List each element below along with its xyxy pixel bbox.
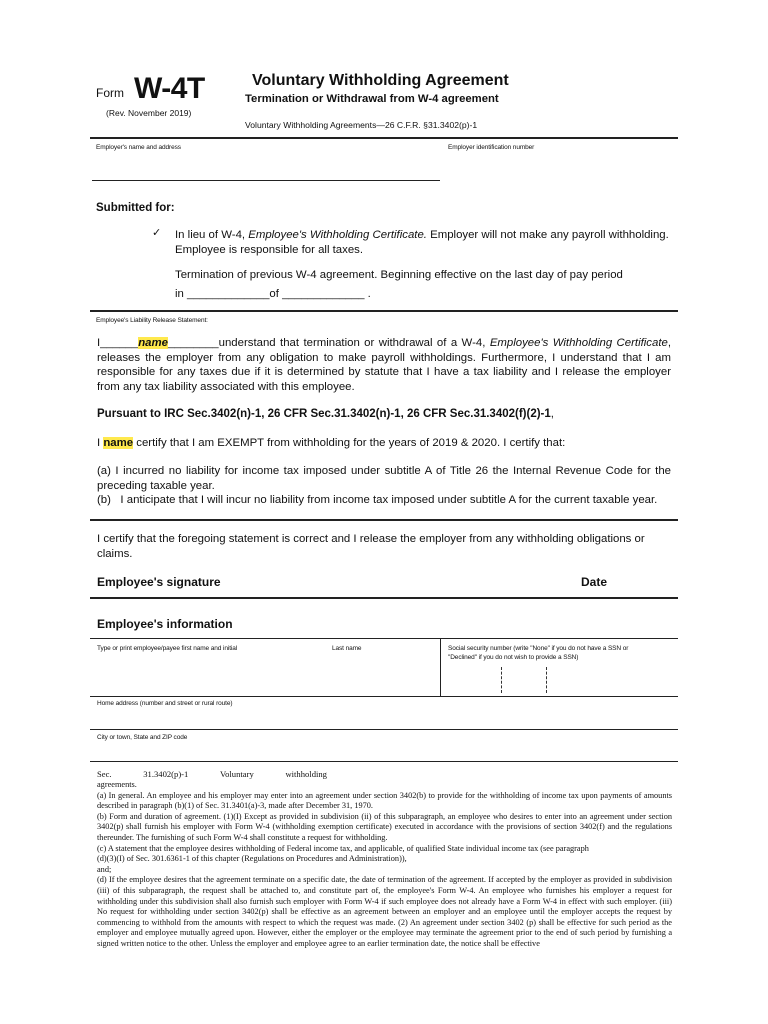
date-label: Date — [581, 575, 608, 589]
option1-line2: Employee is responsible for all taxes. — [175, 243, 364, 256]
liability-label: Employee's Liability Release Statement: — [96, 317, 208, 324]
section-heading-part-2: 31.3402(p)-1 — [143, 769, 189, 779]
pay-year-blank[interactable]: _____________ — [282, 288, 365, 300]
submitted-for-heading: Submitted for: — [96, 202, 175, 214]
option-in-lieu-of-w4 — [175, 228, 685, 257]
regulation-reference: Voluntary Withholding Agreements—26 C.F.R. §31.3402(p)-1 — [245, 120, 478, 130]
info-table-bottom — [90, 761, 678, 762]
home-address-label: Home address (number and street or rural route) — [97, 700, 233, 707]
employee-name-highlight[interactable]: name — [138, 337, 168, 349]
first-name-label: Type or print employee/payee first name and initial — [97, 645, 238, 652]
liability-italic: Employee's Withholding Certificate — [489, 337, 668, 349]
liability-text-a-end: , — [667, 337, 671, 349]
form-number: W-4T — [134, 72, 205, 105]
section-heading-part-4: withholding — [285, 769, 327, 779]
ssn-label — [448, 645, 678, 662]
header-divider — [90, 137, 678, 139]
form-label: Form — [96, 86, 124, 100]
employer-name-field[interactable] — [92, 160, 440, 178]
option2-end: . — [364, 288, 371, 300]
option2-line1: Termination of previous W-4 agreement. Beginning effective on the last day of pay period — [175, 269, 623, 281]
section-paragraph-b: (b) Form and duration of agreement. (1)(I) Except as provided in subdivision (ii) of this subparagraph, an employee who desires to enter into an agreement under section 3402(p) shall furnish his employer with Form W-4 (withholding exemption certificate) executed in accordance with the provisions of section 3402(f) and the regulations thereunder. The furnishing of such Form W-4 shall constitute a request for withholding. — [97, 811, 672, 842]
item-b-label: (b) — [97, 494, 111, 506]
signature-divider — [90, 597, 678, 599]
exempt-item-a: (a) I incurred no liability for income tax imposed under subtitle A of Title 26 the Internal Revenue Code for the preceding taxable year. — [97, 465, 671, 492]
pursuant-statement — [97, 408, 554, 420]
section-paragraph-and: and; — [97, 864, 112, 874]
info-row-divider-1 — [90, 696, 678, 697]
ssn-label-line1: Social security number (write "None" if you do not have a SSN or — [448, 645, 629, 652]
ssn-field[interactable] — [448, 668, 674, 688]
option-termination — [175, 268, 685, 283]
form-revision: (Rev. November 2019) — [106, 108, 192, 118]
option1-suffix: Employer will not make any payroll withholding. — [426, 229, 669, 241]
section-heading-part-1: Sec. — [97, 769, 112, 779]
section-heading-part-3: Voluntary — [220, 769, 254, 779]
employer-ein-field[interactable] — [448, 160, 676, 178]
section-heading-line2: agreements. — [97, 780, 137, 789]
option1-prefix: In lieu of W-4, — [175, 229, 249, 241]
exempt-name-highlight[interactable]: name — [103, 437, 134, 449]
info-table-top — [90, 638, 678, 639]
employer-name-underline — [92, 180, 440, 181]
section-body — [97, 780, 672, 950]
section-paragraph-c2: (d)(3)(I) of Sec. 301.6361-1 of this chapter (Regulations on Procedures and Administration)), — [97, 854, 407, 864]
option1-italic: Employee's Withholding Certificate. — [248, 229, 427, 241]
signature-field[interactable] — [240, 574, 560, 590]
info-row-divider-2 — [90, 729, 678, 730]
exempt-text: certify that I am EXEMPT from withholding for the years of 2019 & 2020. I certify that: — [133, 437, 566, 449]
pay-period-blank[interactable]: _____________ — [187, 288, 270, 300]
item-b-text: I anticipate that I will incur no liability from income tax imposed under subtitle A for the current taxable year. — [120, 494, 658, 506]
exempt-i: I — [97, 437, 104, 449]
liability-statement — [97, 336, 671, 394]
exempt-item-b — [97, 493, 677, 508]
employer-ein-label: Employer identification number — [448, 144, 535, 151]
liability-text-a: understand that termination or withdrawal of a W-4, — [218, 337, 490, 349]
employer-name-label: Employer's name and address — [96, 144, 181, 151]
employee-info-heading: Employee's information — [97, 617, 233, 631]
certify-statement: I certify that the foregoing statement is correct and I release the employer from any withholding obligations or claims. — [97, 533, 645, 560]
last-name-label: Last name — [332, 645, 362, 652]
pursuant-text: Pursuant to IRC Sec.3402(n)-1, 26 CFR Sec.31.3402(n)-1, 26 CFR Sec.31.3402(f)(2)-1 — [97, 408, 551, 420]
ssn-cell-left-border — [440, 638, 441, 696]
employee-signature-label: Employee's signature — [97, 575, 221, 589]
home-address-field[interactable] — [97, 710, 672, 728]
option2-in: in — [175, 288, 184, 300]
section-paragraph-d: (d) If the employee desires that the agreement terminate on a specific date, the date of termination of the agreement. If accepted by the employer as provided in subdivision (iii) of this subparagraph, the request shall be attached to, and constitute part of, the employee's Form W-4. An employee who furnishes his employer a request for withholding under this subdivision shall also furnish such employer with Form W-4 if such employee does not already have a Form W-4 in effect with such employer. (iii) No request for withholding under section 3402(p) shall be effective as an agreement between an employer and an employee until the employer accepts the request by commencing to withhold from the amounts with respect to which the request was made. (2) An agreement under section 3402 (p) shall be effective for such period as the employer and employee mutually agreed upon. However, either the employer or the employee may terminate the agreement prior to the end of such period by furnishing a signed written notice to the other. Unless the employer and employee agree to an earlier termination date, the notice shall be effective — [97, 875, 672, 948]
form-title: Voluntary Withholding Agreement — [252, 72, 509, 89]
city-state-zip-field[interactable] — [97, 744, 672, 760]
exempt-statement — [97, 436, 671, 451]
ssn-separator-2 — [546, 667, 547, 693]
liability-blank-after: ________ — [167, 337, 219, 349]
last-name-field[interactable] — [332, 668, 432, 688]
section-paragraph-a: (a) In general. An employee and his employer may enter into an agreement under section 3402(b) to provide for the withholding of income tax upon payments of amounts described in paragraph (b)(1) of Sec. 31.3401(a)-3, made after December 31, 1970. — [97, 790, 672, 811]
check-mark-icon[interactable]: ✓ — [152, 227, 162, 239]
liability-i: I — [97, 337, 101, 349]
liability-divider — [90, 519, 678, 521]
form-subtitle: Termination or Withdrawal from W-4 agreement — [245, 93, 499, 105]
submitted-divider — [90, 310, 678, 312]
section-heading — [97, 769, 327, 779]
ssn-label-line2: "Declined" if you do not wish to provide a SSN) — [448, 653, 579, 661]
city-state-zip-label: City or town, State and ZIP code — [97, 734, 188, 741]
first-name-field[interactable] — [97, 668, 322, 688]
section-paragraph-c: (c) A statement that the employee desires withholding of Federal income tax, and applicable, of qualified State individual income tax (see paragraph — [97, 843, 589, 853]
ssn-separator-1 — [501, 667, 502, 693]
option2-of: of — [269, 288, 279, 300]
liability-blank-before: ______ — [100, 337, 139, 349]
option-termination-period — [175, 287, 371, 302]
liability-text-b: releases the employer from any obligation to make payroll withholdings. Furthermore, I understand that I am responsible for any taxes due if it is determined by statute that I have a tax liability and I release the employer from any tax liability associated with this employee. — [97, 351, 671, 393]
pursuant-end: , — [550, 408, 554, 420]
